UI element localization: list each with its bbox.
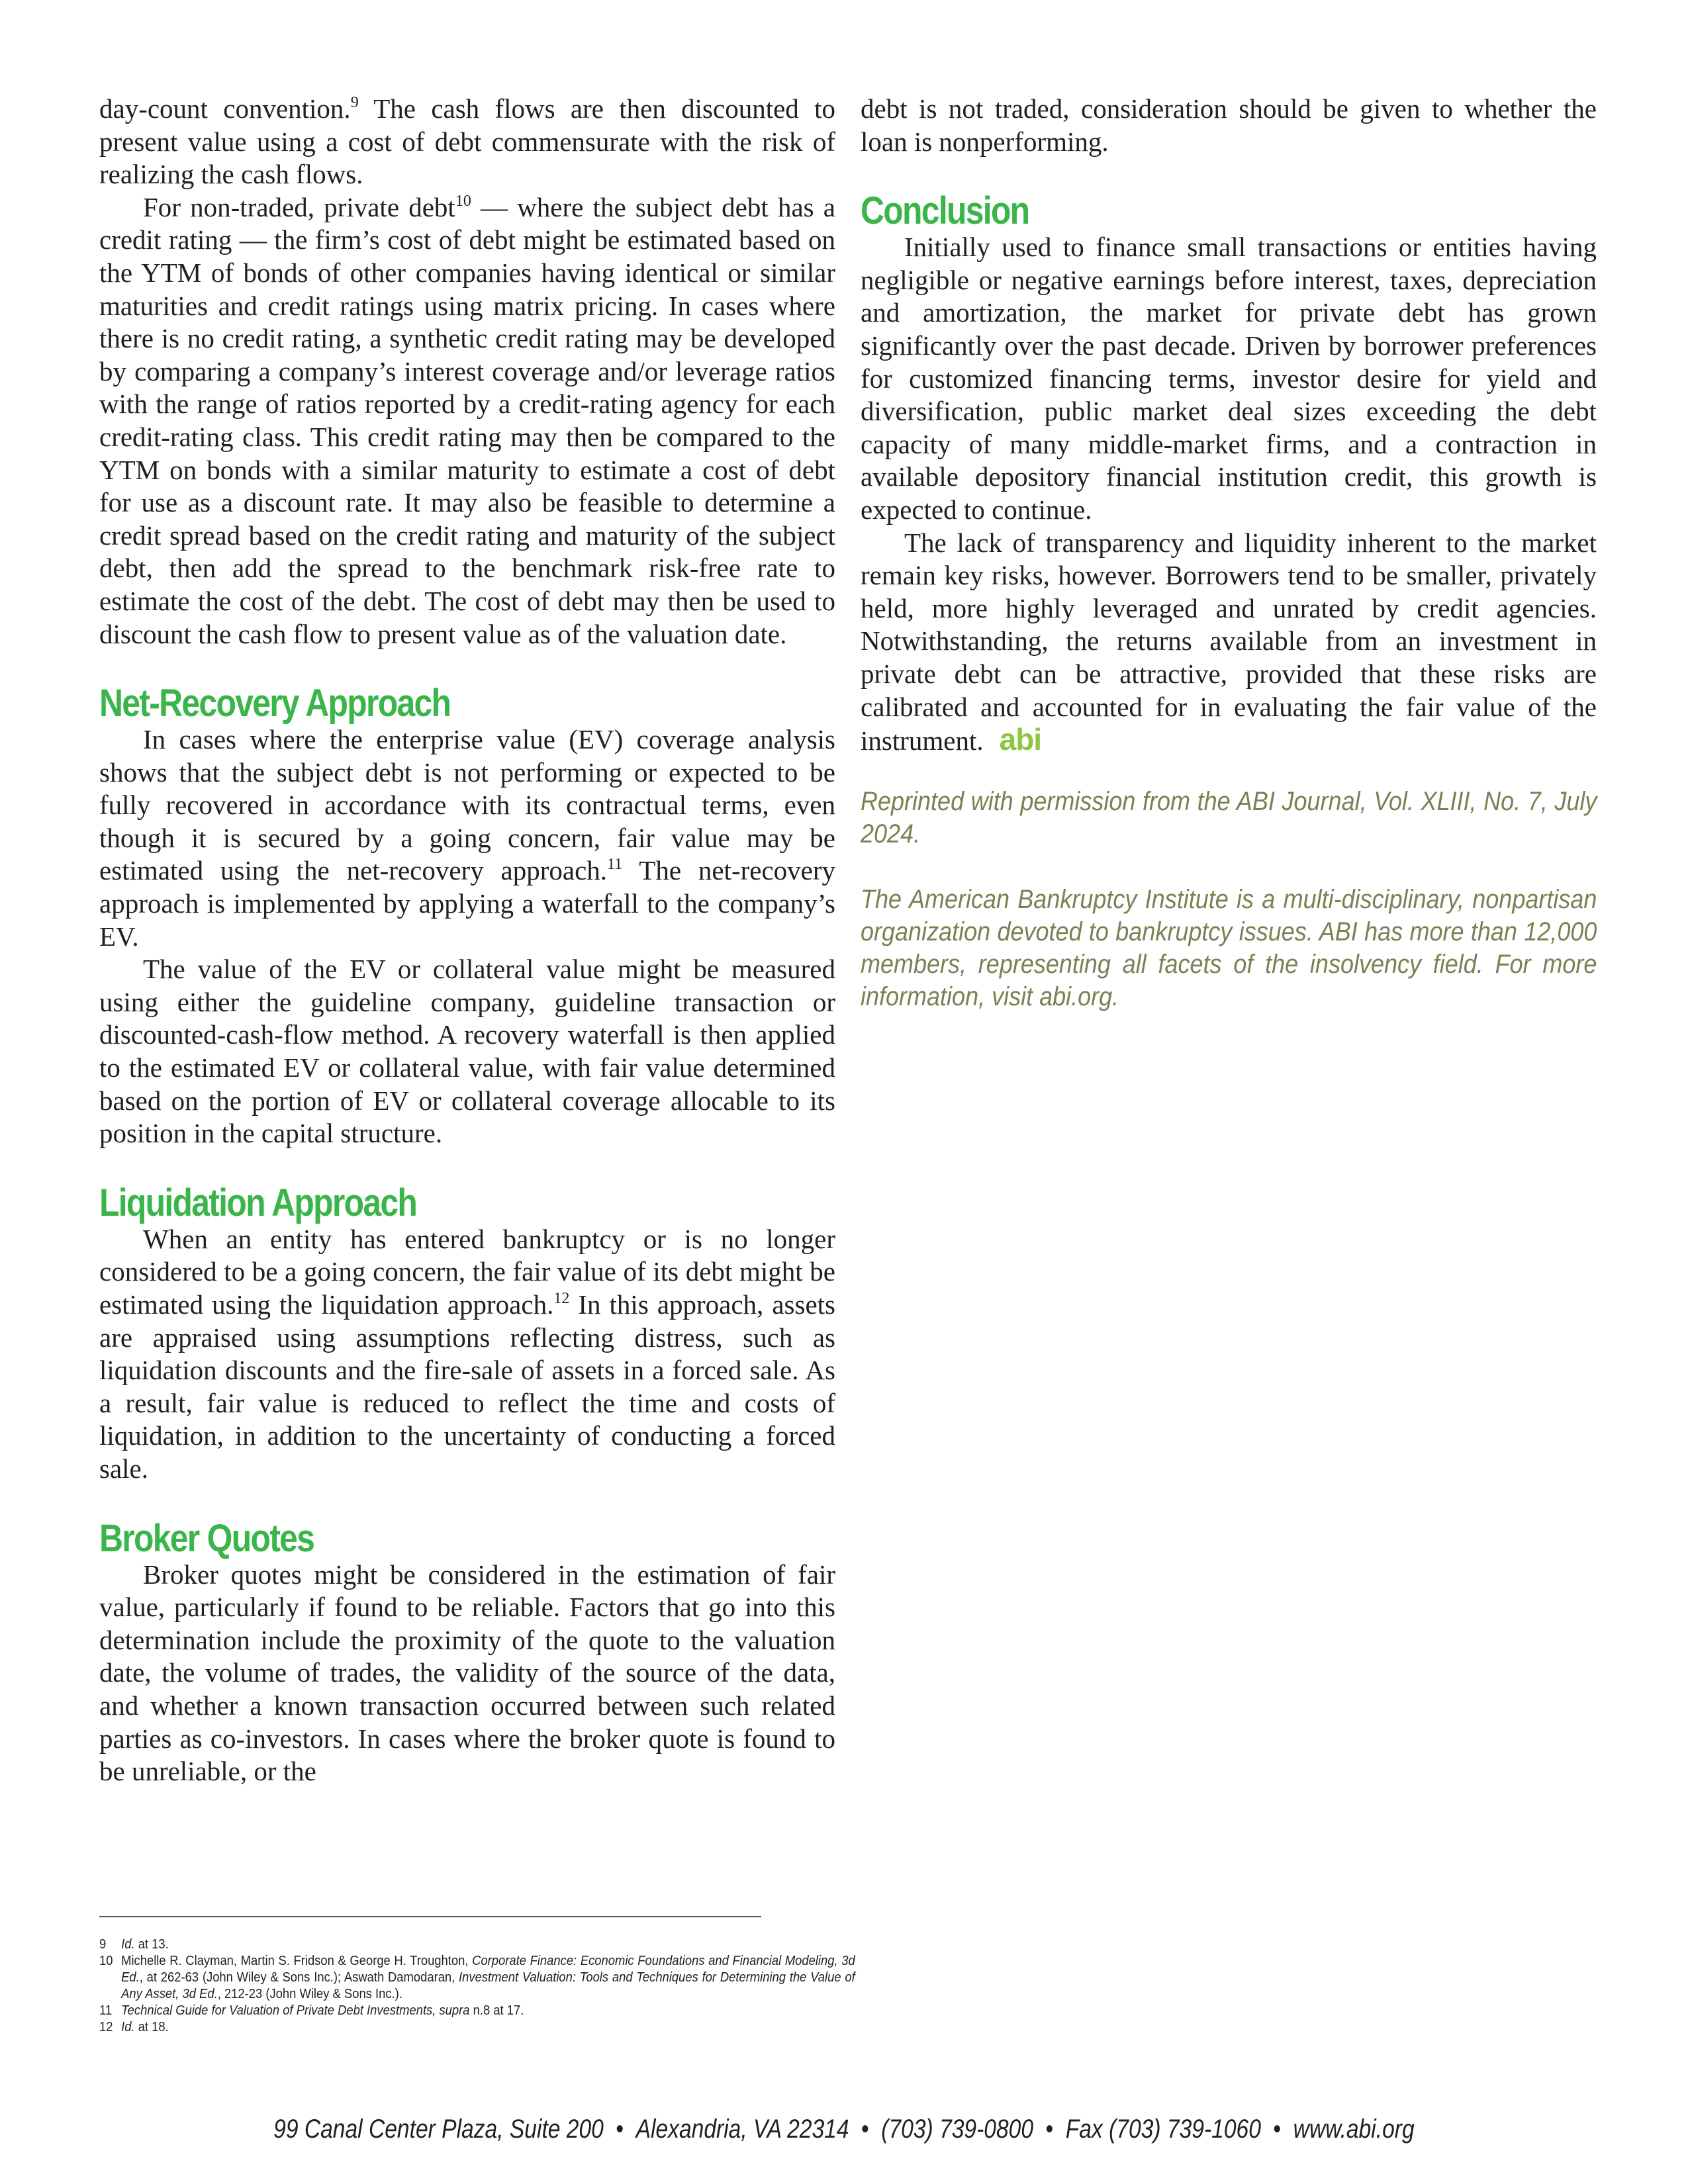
- bullet-separator-icon: •: [1273, 2115, 1282, 2144]
- conclusion-heading: Conclusion: [861, 189, 1029, 233]
- broker-quotes-heading: Broker Quotes: [99, 1516, 314, 1560]
- reprint-note: Reprinted with permission from the ABI Journal, Vol. XLIII, No. 7, July 2024.: [861, 786, 1597, 848]
- bullet-separator-icon: •: [861, 2115, 869, 2144]
- footnote-11: [99, 2003, 855, 2019]
- footnote-text: n.8 at 17.: [469, 2003, 524, 2018]
- footnote-citation-title: Id.: [121, 2020, 135, 2034]
- intro-paragraph-1: day-count convention.$^9$ The cash flows are then discounted to present value using a cost of debt commensurate with the risk of realizing the cash flows.: [99, 93, 835, 190]
- about-abi-note: The American Bankruptcy Institute is a multi-disciplinary, nonpartisan organization devoted to bankruptcy issues. ABI has more than 12,000 members, representing all facets of the insolvency field. For more information, visit abi.org.: [861, 884, 1597, 1011]
- broker-quotes-section: [99, 1516, 835, 1788]
- footnote-citation-title: Id.: [121, 1937, 135, 1952]
- footnote-12: [99, 2019, 855, 2036]
- footnote-citation-title: Investment Valuation: Tools and Techniques for Determining the Value of Any Asset, 3d Ed.: [121, 1970, 855, 2001]
- footnote-ref-12[interactable]: 12: [553, 1290, 570, 1307]
- footer-contact-item: Fax (703) 739-1060: [1065, 2115, 1261, 2144]
- liquidation-heading: Liquidation Approach: [99, 1181, 417, 1224]
- net-recovery-heading: Net-Recovery Approach: [99, 682, 451, 725]
- footer-contact-item: 99 Canal Center Plaza, Suite 200: [273, 2115, 604, 2144]
- net-recovery-section: [99, 684, 835, 1150]
- footnote-number: 12: [99, 2020, 113, 2034]
- footnote-9: [99, 1936, 855, 1953]
- bullet-separator-icon: •: [1045, 2115, 1054, 2144]
- footnote-citation-title: Technical Guide for Valuation of Private Debt Investments, supra: [121, 2003, 470, 2018]
- page-footer: [0, 2115, 1688, 2144]
- bullet-separator-icon: •: [616, 2115, 624, 2144]
- footer-contact-item: (703) 739-0800: [881, 2115, 1034, 2144]
- footer-contact-item: Alexandria, VA 22314: [635, 2115, 849, 2144]
- liquidation-section: [99, 1183, 835, 1486]
- intro-paragraph-2: For non-traded, private debt$^{10}$ — where the subject debt has a credit rating — the firm’s cost of debt might be estimated based on the YTM of bonds of other companies having identical or similar maturities and credit ratings using matrix pricing. In cases where there is no credit rating, a synthetic credit rating may be developed by comparing a company’s interest coverage and/or leverage ratios with the range of ratios reported by a credit-rating agency for each credit-rating class. This credit rating may then be compared to the YTM on bonds with a similar maturity to estimate a cost of debt for use as a discount rate. It may also be feasible to determine a credit spread based on the credit rating and maturity of the subject debt, then add the spread to the benchmark risk-free rate to estimate the cost of the debt. The cost of debt may then be used to discount the cash flow to present value as of the valuation date.: [99, 191, 835, 649]
- footnote-number: 9: [99, 1937, 107, 1952]
- right-column: [861, 93, 1597, 1013]
- footer-contact-line: [273, 2115, 1414, 2144]
- liquidation-paragraph-1: When an entity has entered bankruptcy or is no longer considered to be a going concern, the fair value of its debt might be estimated using the liquidation approach.$^{12}$ In this approach, assets are appraised using assumptions reflecting distress, such as liquidation discounts and the fire-sale of assets in a forced sale. As a result, fair value is reduced to reflect the time and costs of liquidation, in addition to the uncertainty of conducting a forced sale.: [99, 1223, 835, 1484]
- net-recovery-paragraph-1: In cases where the enterprise value (EV) coverage analysis shows that the subject debt is not performing or expected to be fully recovered in accordance with its contractual terms, even though it is secured by a going concern, fair value may be estimated using the net-recovery approach.$^{11}$ The net-recovery approach is implemented by applying a waterfall to the company’s EV.: [99, 724, 835, 952]
- footnote-citation-title: Corporate Finance: Economic Foundations and Financial Modeling, 3d Ed.: [121, 1954, 855, 1985]
- footnote-number: 10: [99, 1954, 113, 1968]
- footnote-text: Michelle R. Clayman, Martin S. Fridson & George H. Troughton,: [121, 1954, 473, 1968]
- broker-quotes-paragraph-1: Broker quotes might be considered in the estimation of fair value, particularly if found to be reliable. Factors that go into this determination include the proximity of the quote to the valuation date, the volume of trades, the validity of the source of the data, and whether a known transaction occurred between such related parties as co-investors. In cases where the broker quote is found to be unreliable, or the: [99, 1559, 835, 1787]
- left-column: [99, 93, 835, 1788]
- footnote-10: [99, 1953, 855, 2003]
- footnote-text: , at 262-63 (John Wiley & Sons Inc.); Aswath Damodaran,: [139, 1970, 459, 1985]
- footnote-text: at 18.: [134, 2020, 169, 2034]
- net-recovery-paragraph-2: The value of the EV or collateral value might be measured using either the guideline company, guideline transaction or discounted-cash-flow method. A recovery waterfall is then applied to the estimated EV or collateral value, with fair value determined based on the portion of EV or collateral coverage allocable to its position in the capital structure.: [99, 954, 835, 1149]
- footnote-text: at 13.: [134, 1937, 169, 1952]
- footnote-number: 11: [99, 2003, 113, 2018]
- footnote-ref-11[interactable]: 11: [607, 856, 623, 874]
- conclusion-paragraph-2: The lack of transparency and liquidity inherent to the market remain key risks, however. Borrowers tend to be smaller, privately held, more highly leveraged and unrated by credit agencies. Notwithstanding, the returns available from an investment in private debt can be attractive, provided that these risks are calibrated and accounted for in evaluating the fair value of the instrument. abi: [861, 527, 1597, 757]
- conclusion-section: [861, 191, 1597, 758]
- footnote-divider: [99, 1916, 761, 1917]
- intro-section: [99, 93, 835, 651]
- footer-website-link[interactable]: www.abi.org: [1293, 2115, 1415, 2144]
- footnotes: [99, 1936, 855, 2036]
- footnote-ref-10[interactable]: 10: [455, 192, 471, 210]
- abi-logo-icon: abi: [999, 722, 1042, 757]
- continuation-paragraph: debt is not traded, consideration should be given to whether the loan is nonperforming.: [861, 93, 1597, 157]
- footnote-text: , 212-23 (John Wiley & Sons Inc.).: [217, 1987, 402, 2001]
- footnote-ref-9[interactable]: 9: [350, 94, 359, 111]
- conclusion-paragraph-1: Initially used to finance small transactions or entities having negligible or negative earnings before interest, taxes, depreciation and amortization, the market for private debt has grown significantly over the past decade. Driven by borrower preferences for customized financing terms, investor desire for yield and diversification, public market deal sizes exceeding the debt capacity of many middle-market firms, and a contraction in available depository financial institution credit, this growth is expected to continue.: [861, 232, 1597, 525]
